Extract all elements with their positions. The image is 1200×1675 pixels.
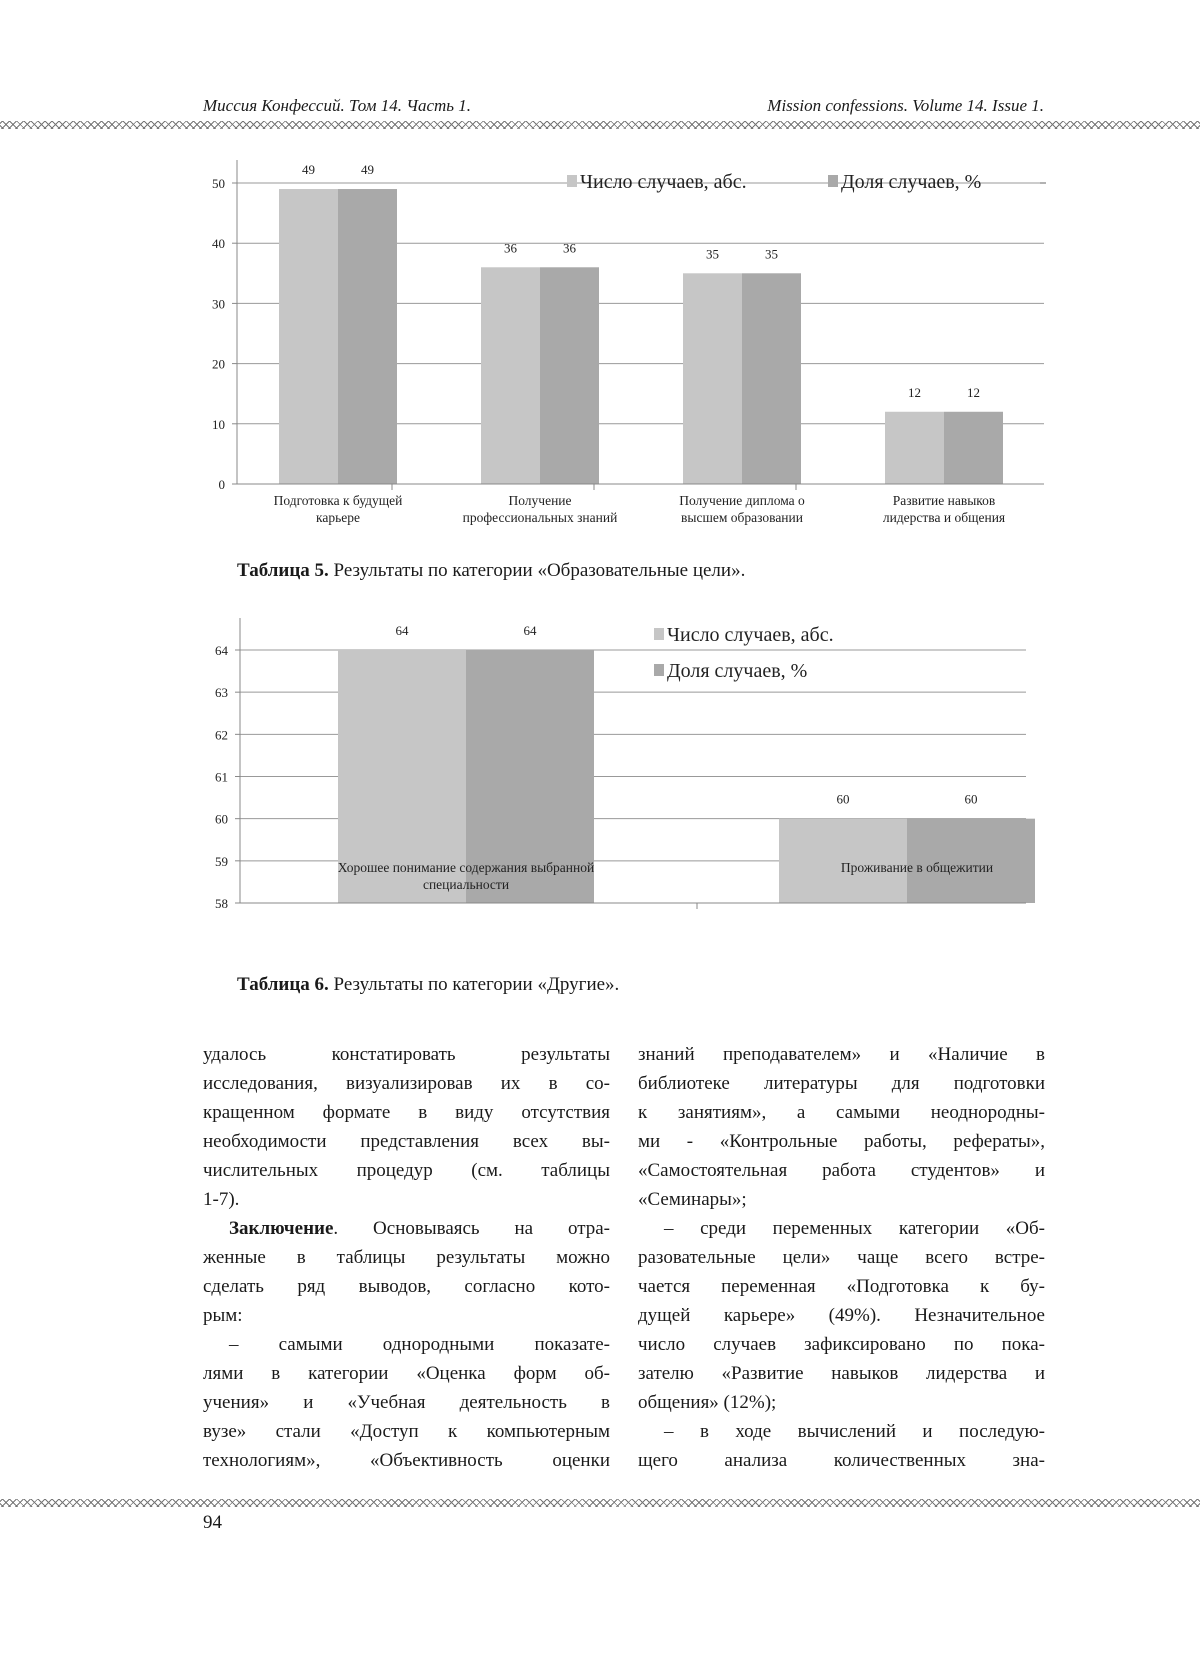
bar	[944, 412, 1003, 484]
bold-term: Заключение	[229, 1218, 334, 1239]
text-line	[203, 1417, 610, 1446]
text-span: числительных процедур (см. таблицы	[203, 1160, 610, 1181]
text-span: . Основываясь на отра-	[333, 1218, 610, 1239]
bar	[683, 273, 742, 484]
text-line	[638, 1040, 1045, 1069]
text-line	[203, 1040, 610, 1069]
data-label: 12	[967, 384, 980, 400]
text-line	[638, 1417, 1045, 1446]
y-tick-label: 59	[215, 853, 228, 869]
right-text-column	[638, 1040, 1045, 1475]
caption-label: Таблица 5.	[237, 560, 329, 581]
bar	[885, 412, 944, 484]
text-span: щего анализа количественных зна-	[638, 1450, 1045, 1471]
text-line	[203, 1272, 610, 1301]
data-label: 36	[504, 240, 517, 256]
text-line	[203, 1388, 610, 1417]
data-label: 60	[964, 791, 978, 807]
text-span: вузе» стали «Доступ к компьютерным	[203, 1421, 610, 1442]
y-tick-label: 50	[212, 176, 225, 191]
text-line	[203, 1446, 610, 1475]
category-label: Хорошее понимание содержания выбранной	[337, 860, 595, 875]
category-label: Получение диплома о	[679, 493, 805, 508]
page-number: 94	[203, 1512, 222, 1533]
legend-swatch	[654, 664, 664, 676]
data-label: 49	[361, 162, 374, 178]
legend-swatch	[654, 628, 664, 640]
text-span: библиотеке литературы для подготовки	[638, 1073, 1045, 1094]
text-span: – в ходе вычислений и последую-	[664, 1421, 1045, 1442]
text-line	[638, 1446, 1045, 1475]
y-tick-label: 58	[215, 896, 228, 911]
text-line	[638, 1127, 1045, 1156]
bar	[742, 273, 801, 484]
top-ornament-divider	[0, 121, 1200, 129]
text-span: знаний преподавателем» и «Наличие в	[638, 1044, 1045, 1065]
y-tick-label: 10	[212, 416, 225, 432]
text-line	[638, 1330, 1045, 1359]
text-line	[638, 1301, 1045, 1330]
caption-label: Таблица 6.	[237, 974, 329, 995]
category-label: карьере	[316, 510, 360, 525]
text-span: сделать ряд выводов, согласно кото-	[203, 1276, 610, 1297]
text-span: – среди переменных категории «Об-	[664, 1218, 1045, 1239]
legend-label: Доля случаев, %	[667, 660, 808, 682]
journal-title-en: Mission confessions. Volume 14. Issue 1.	[767, 96, 1044, 115]
text-line	[203, 1185, 610, 1214]
text-span: необходимости представления всех вы-	[203, 1131, 610, 1152]
data-label: 60	[836, 791, 850, 807]
bottom-ornament-divider	[0, 1499, 1200, 1507]
text-span: «Семинары»;	[638, 1189, 747, 1210]
text-span: число случаев зафиксировано по пока-	[638, 1334, 1045, 1355]
chart-other	[190, 610, 1070, 960]
text-span: рым:	[203, 1305, 243, 1326]
text-span: удалось констатировать результаты	[203, 1044, 610, 1065]
data-label: 35	[765, 246, 778, 262]
text-span: разовательные цели» чаще всего встре-	[638, 1247, 1045, 1268]
text-span: учения» и «Учебная деятельность в	[203, 1392, 610, 1413]
chart-educational-goals	[190, 150, 1070, 550]
y-tick-label: 64	[215, 643, 228, 658]
text-line	[638, 1214, 1045, 1243]
text-span: дущей карьере» (49%). Незначительное	[638, 1305, 1045, 1326]
category-label: высшем образовании	[681, 510, 803, 525]
bar	[279, 189, 338, 484]
text-line	[638, 1243, 1045, 1272]
data-label: 49	[302, 162, 315, 178]
y-tick-label: 63	[215, 685, 228, 701]
text-line	[203, 1214, 610, 1243]
category-label: специальности	[422, 877, 510, 892]
text-line	[203, 1156, 610, 1185]
text-line	[203, 1127, 610, 1156]
text-span: – самыми однородными показате-	[229, 1334, 610, 1355]
legend-label: Число случаев, абс.	[580, 171, 747, 193]
table-6-caption	[237, 974, 619, 996]
text-line	[638, 1069, 1045, 1098]
caption-text: Результаты по категории «Другие».	[328, 974, 620, 995]
text-line	[638, 1156, 1045, 1185]
category-label: Получение	[508, 493, 572, 508]
category-label: лидерства и общения	[882, 510, 1006, 525]
legend-swatch	[567, 175, 577, 187]
text-line	[203, 1069, 610, 1098]
text-line	[638, 1388, 1045, 1417]
y-tick-label: 60	[215, 811, 228, 827]
text-span: зателю «Развитие навыков лидерства и	[638, 1363, 1045, 1384]
y-tick-label: 62	[215, 727, 228, 743]
text-span: ми - «Контрольные работы, рефераты»,	[638, 1131, 1045, 1152]
data-label: 64	[523, 623, 537, 638]
text-span: к занятиям», а самыми неоднородны-	[638, 1102, 1045, 1123]
caption-text: Результаты по категории «Образовательные цели».	[328, 560, 746, 581]
text-span: «Самостоятельная работа студентов» и	[638, 1160, 1045, 1181]
bar	[481, 267, 540, 484]
data-label: 12	[908, 384, 921, 400]
text-line	[203, 1301, 610, 1330]
bar	[540, 267, 599, 484]
journal-title-ru: Миссия Конфессий. Том 14. Часть 1.	[203, 96, 472, 115]
category-label: Развитие навыков	[892, 493, 996, 508]
table-5-caption	[237, 560, 745, 582]
text-line	[203, 1330, 610, 1359]
text-span: 1-7).	[203, 1189, 240, 1210]
text-line	[203, 1243, 610, 1272]
text-span: технологиям», «Объективность оценки	[203, 1450, 610, 1471]
text-span: лями в категории «Оценка форм об-	[203, 1363, 610, 1384]
text-span: общения» (12%);	[638, 1392, 777, 1413]
y-tick-label: 0	[218, 477, 225, 492]
text-span: кращенном формате в виду отсутствия	[203, 1102, 610, 1123]
text-line	[638, 1272, 1045, 1301]
category-label: профессиональных знаний	[462, 510, 618, 525]
data-label: 35	[706, 246, 719, 262]
text-line	[638, 1098, 1045, 1127]
y-tick-label: 61	[215, 769, 228, 785]
bar	[338, 189, 397, 484]
text-span: женные в таблицы результаты можно	[203, 1247, 610, 1268]
text-line	[203, 1098, 610, 1127]
category-label: Проживание в общежитии	[840, 860, 994, 875]
text-span: исследования, визуализировав их в со-	[203, 1073, 610, 1094]
legend-label: Доля случаев, %	[841, 171, 982, 193]
legend-swatch	[828, 175, 838, 187]
y-tick-label: 40	[212, 236, 225, 252]
left-text-column	[203, 1040, 610, 1475]
text-line	[638, 1359, 1045, 1388]
text-span: чается переменная «Подготовка к бу-	[638, 1276, 1045, 1297]
y-tick-label: 20	[212, 356, 225, 372]
text-line	[638, 1185, 1045, 1214]
data-label: 36	[563, 240, 576, 256]
text-line	[203, 1359, 610, 1388]
data-label: 64	[395, 623, 409, 638]
legend-label: Число случаев, абс.	[667, 624, 834, 646]
category-label: Подготовка к будущей	[273, 493, 403, 508]
y-tick-label: 30	[212, 296, 225, 312]
